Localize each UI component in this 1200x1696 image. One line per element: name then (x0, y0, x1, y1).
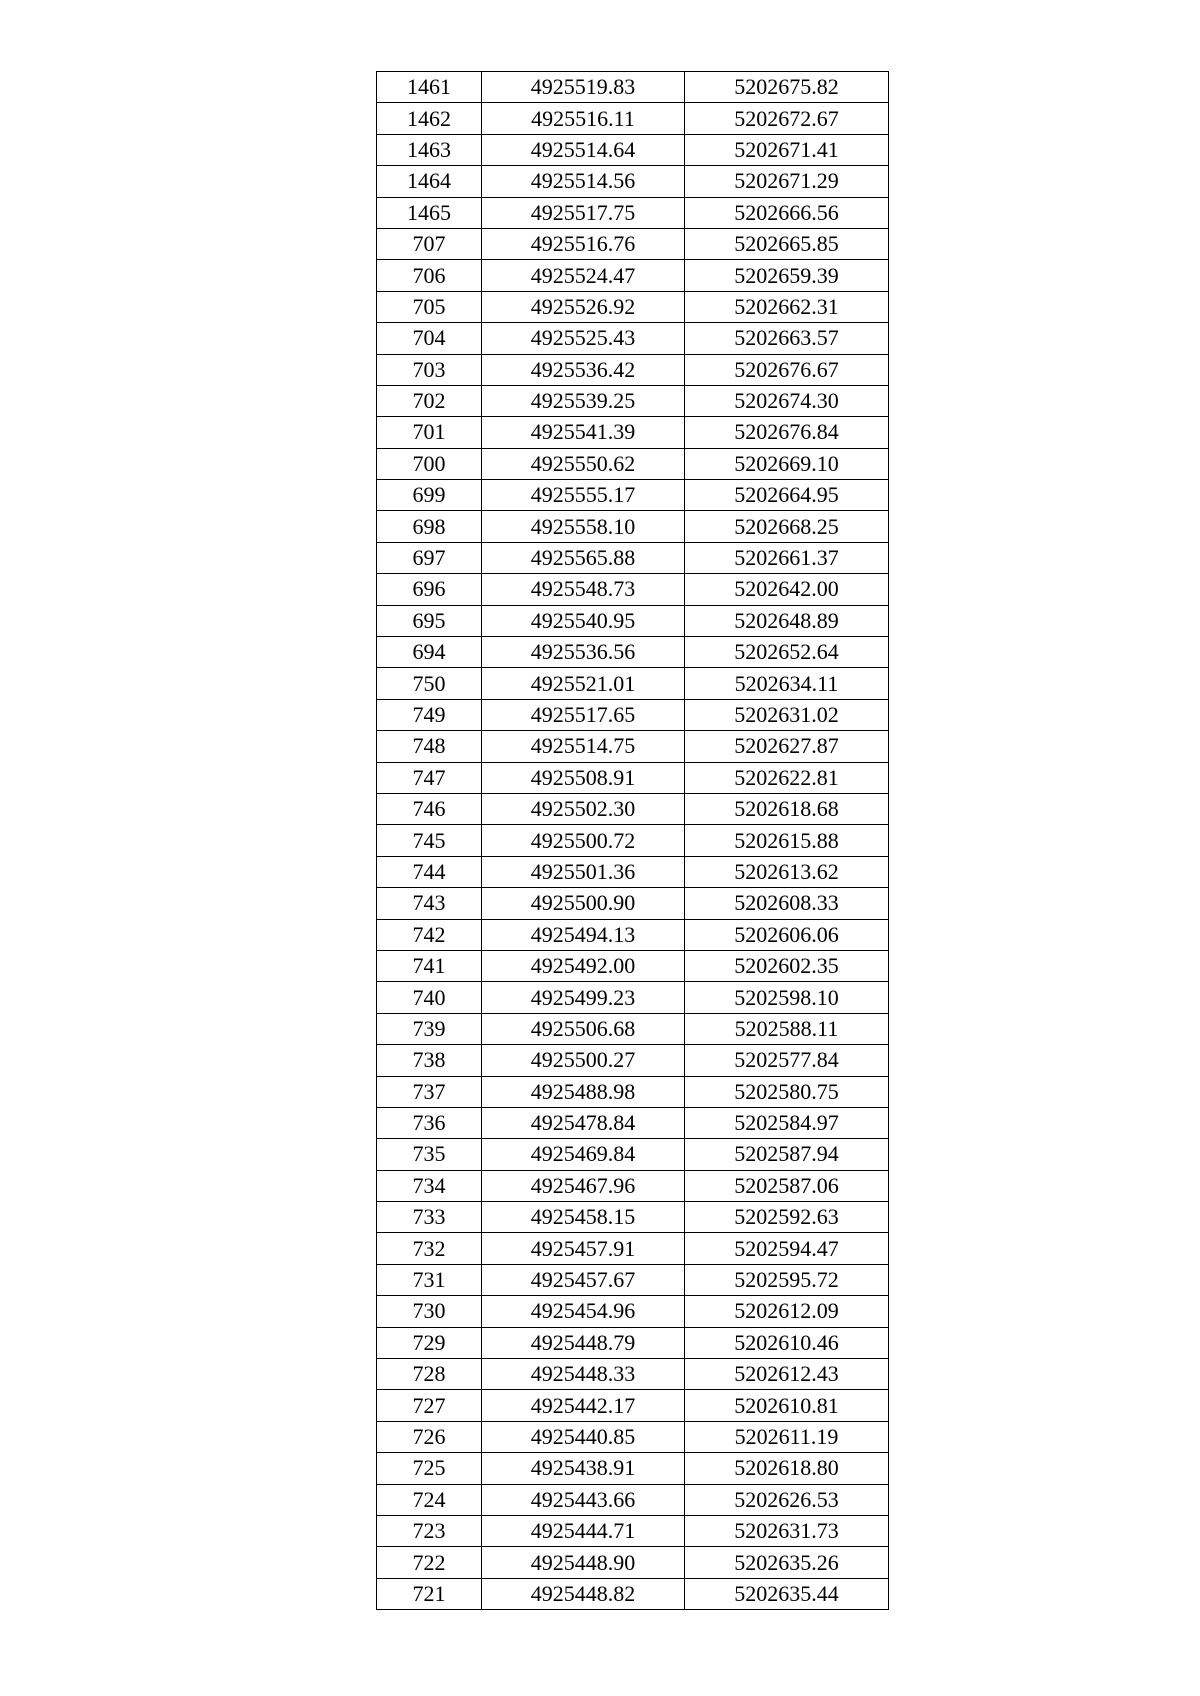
table-row (377, 1327, 889, 1358)
point-number-cell: 1464 (377, 166, 482, 197)
table-row (377, 103, 889, 134)
point-number-cell: 736 (377, 1107, 482, 1138)
y-coordinate-cell: 5202613.62 (685, 856, 889, 887)
x-coordinate-cell: 4925488.98 (482, 1076, 685, 1107)
x-coordinate-cell: 4925444.71 (482, 1515, 685, 1546)
point-number-cell: 750 (377, 668, 482, 699)
point-number-cell: 1461 (377, 72, 482, 103)
y-coordinate-cell: 5202598.10 (685, 982, 889, 1013)
y-coordinate-cell: 5202676.67 (685, 354, 889, 385)
point-number-cell: 723 (377, 1515, 482, 1546)
point-number-cell: 704 (377, 323, 482, 354)
x-coordinate-cell: 4925506.68 (482, 1013, 685, 1044)
x-coordinate-cell: 4925467.96 (482, 1170, 685, 1201)
x-coordinate-cell: 4925500.27 (482, 1045, 685, 1076)
y-coordinate-cell: 5202584.97 (685, 1107, 889, 1138)
x-coordinate-cell: 4925448.33 (482, 1359, 685, 1390)
point-number-cell: 695 (377, 605, 482, 636)
y-coordinate-cell: 5202642.00 (685, 574, 889, 605)
table-row (377, 354, 889, 385)
x-coordinate-cell: 4925519.83 (482, 72, 685, 103)
table-row (377, 1170, 889, 1201)
point-number-cell: 1462 (377, 103, 482, 134)
y-coordinate-cell: 5202634.11 (685, 668, 889, 699)
table-row (377, 699, 889, 730)
y-coordinate-cell: 5202668.25 (685, 511, 889, 542)
point-number-cell: 699 (377, 480, 482, 511)
table-row (377, 480, 889, 511)
y-coordinate-cell: 5202610.81 (685, 1390, 889, 1421)
table-row (377, 1390, 889, 1421)
x-coordinate-cell: 4925550.62 (482, 448, 685, 479)
x-coordinate-cell: 4925517.65 (482, 699, 685, 730)
table-row (377, 1453, 889, 1484)
x-coordinate-cell: 4925478.84 (482, 1107, 685, 1138)
point-number-cell: 706 (377, 260, 482, 291)
point-number-cell: 733 (377, 1202, 482, 1233)
table-row (377, 417, 889, 448)
table-row (377, 919, 889, 950)
y-coordinate-cell: 5202672.67 (685, 103, 889, 134)
point-number-cell: 745 (377, 825, 482, 856)
table-row (377, 731, 889, 762)
point-number-cell: 696 (377, 574, 482, 605)
y-coordinate-cell: 5202631.73 (685, 1515, 889, 1546)
x-coordinate-cell: 4925494.13 (482, 919, 685, 950)
y-coordinate-cell: 5202618.68 (685, 793, 889, 824)
x-coordinate-cell: 4925448.82 (482, 1578, 685, 1609)
x-coordinate-cell: 4925514.75 (482, 731, 685, 762)
y-coordinate-cell: 5202648.89 (685, 605, 889, 636)
x-coordinate-cell: 4925548.73 (482, 574, 685, 605)
table-row (377, 1484, 889, 1515)
y-coordinate-cell: 5202612.43 (685, 1359, 889, 1390)
point-number-cell: 707 (377, 228, 482, 259)
y-coordinate-cell: 5202612.09 (685, 1296, 889, 1327)
point-number-cell: 744 (377, 856, 482, 887)
y-coordinate-cell: 5202608.33 (685, 888, 889, 919)
y-coordinate-cell: 5202588.11 (685, 1013, 889, 1044)
x-coordinate-cell: 4925438.91 (482, 1453, 685, 1484)
y-coordinate-cell: 5202669.10 (685, 448, 889, 479)
x-coordinate-cell: 4925514.56 (482, 166, 685, 197)
coordinate-table-body (377, 72, 889, 1610)
table-row (377, 637, 889, 668)
table-row (377, 1264, 889, 1295)
x-coordinate-cell: 4925443.66 (482, 1484, 685, 1515)
x-coordinate-cell: 4925517.75 (482, 197, 685, 228)
x-coordinate-cell: 4925448.90 (482, 1547, 685, 1578)
point-number-cell: 749 (377, 699, 482, 730)
y-coordinate-cell: 5202587.94 (685, 1139, 889, 1170)
table-row (377, 574, 889, 605)
point-number-cell: 721 (377, 1578, 482, 1609)
y-coordinate-cell: 5202662.31 (685, 291, 889, 322)
point-number-cell: 746 (377, 793, 482, 824)
y-coordinate-cell: 5202674.30 (685, 385, 889, 416)
point-number-cell: 697 (377, 542, 482, 573)
x-coordinate-cell: 4925499.23 (482, 982, 685, 1013)
x-coordinate-cell: 4925469.84 (482, 1139, 685, 1170)
point-number-cell: 1465 (377, 197, 482, 228)
y-coordinate-cell: 5202622.81 (685, 762, 889, 793)
point-number-cell: 739 (377, 1013, 482, 1044)
y-coordinate-cell: 5202626.53 (685, 1484, 889, 1515)
x-coordinate-cell: 4925541.39 (482, 417, 685, 448)
point-number-cell: 729 (377, 1327, 482, 1358)
table-row (377, 1421, 889, 1452)
table-row (377, 762, 889, 793)
x-coordinate-cell: 4925457.91 (482, 1233, 685, 1264)
y-coordinate-cell: 5202675.82 (685, 72, 889, 103)
y-coordinate-cell: 5202671.41 (685, 134, 889, 165)
x-coordinate-cell: 4925565.88 (482, 542, 685, 573)
y-coordinate-cell: 5202659.39 (685, 260, 889, 291)
x-coordinate-cell: 4925539.25 (482, 385, 685, 416)
table-row (377, 228, 889, 259)
y-coordinate-cell: 5202665.85 (685, 228, 889, 259)
y-coordinate-cell: 5202618.80 (685, 1453, 889, 1484)
point-number-cell: 698 (377, 511, 482, 542)
point-number-cell: 737 (377, 1076, 482, 1107)
x-coordinate-cell: 4925524.47 (482, 260, 685, 291)
point-number-cell: 724 (377, 1484, 482, 1515)
table-row (377, 1202, 889, 1233)
x-coordinate-cell: 4925448.79 (482, 1327, 685, 1358)
y-coordinate-cell: 5202610.46 (685, 1327, 889, 1358)
y-coordinate-cell: 5202627.87 (685, 731, 889, 762)
table-row (377, 1045, 889, 1076)
x-coordinate-cell: 4925442.17 (482, 1390, 685, 1421)
table-row (377, 1578, 889, 1609)
x-coordinate-cell: 4925536.42 (482, 354, 685, 385)
table-row (377, 605, 889, 636)
point-number-cell: 701 (377, 417, 482, 448)
x-coordinate-cell: 4925440.85 (482, 1421, 685, 1452)
point-number-cell: 722 (377, 1547, 482, 1578)
table-row (377, 982, 889, 1013)
point-number-cell: 702 (377, 385, 482, 416)
point-number-cell: 738 (377, 1045, 482, 1076)
table-row (377, 385, 889, 416)
point-number-cell: 700 (377, 448, 482, 479)
point-number-cell: 694 (377, 637, 482, 668)
table-row (377, 166, 889, 197)
table-row (377, 1013, 889, 1044)
x-coordinate-cell: 4925516.76 (482, 228, 685, 259)
point-number-cell: 735 (377, 1139, 482, 1170)
y-coordinate-cell: 5202577.84 (685, 1045, 889, 1076)
y-coordinate-cell: 5202663.57 (685, 323, 889, 354)
table-row (377, 511, 889, 542)
x-coordinate-cell: 4925501.36 (482, 856, 685, 887)
table-row (377, 856, 889, 887)
y-coordinate-cell: 5202602.35 (685, 950, 889, 981)
table-row (377, 1547, 889, 1578)
table-row (377, 134, 889, 165)
y-coordinate-cell: 5202594.47 (685, 1233, 889, 1264)
point-number-cell: 703 (377, 354, 482, 385)
y-coordinate-cell: 5202606.06 (685, 919, 889, 950)
coordinate-table (376, 71, 889, 1610)
point-number-cell: 705 (377, 291, 482, 322)
point-number-cell: 748 (377, 731, 482, 762)
table-row (377, 793, 889, 824)
point-number-cell: 734 (377, 1170, 482, 1201)
x-coordinate-cell: 4925492.00 (482, 950, 685, 981)
x-coordinate-cell: 4925555.17 (482, 480, 685, 511)
y-coordinate-cell: 5202635.26 (685, 1547, 889, 1578)
y-coordinate-cell: 5202666.56 (685, 197, 889, 228)
x-coordinate-cell: 4925458.15 (482, 1202, 685, 1233)
point-number-cell: 1463 (377, 134, 482, 165)
y-coordinate-cell: 5202595.72 (685, 1264, 889, 1295)
table-row (377, 448, 889, 479)
y-coordinate-cell: 5202631.02 (685, 699, 889, 730)
point-number-cell: 740 (377, 982, 482, 1013)
y-coordinate-cell: 5202615.88 (685, 825, 889, 856)
table-row (377, 1076, 889, 1107)
table-row (377, 950, 889, 981)
point-number-cell: 731 (377, 1264, 482, 1295)
table-row (377, 291, 889, 322)
x-coordinate-cell: 4925454.96 (482, 1296, 685, 1327)
x-coordinate-cell: 4925516.11 (482, 103, 685, 134)
x-coordinate-cell: 4925536.56 (482, 637, 685, 668)
table-row (377, 260, 889, 291)
x-coordinate-cell: 4925540.95 (482, 605, 685, 636)
point-number-cell: 743 (377, 888, 482, 919)
point-number-cell: 742 (377, 919, 482, 950)
table-row (377, 668, 889, 699)
table-row (377, 1233, 889, 1264)
point-number-cell: 726 (377, 1421, 482, 1452)
table-row (377, 542, 889, 573)
x-coordinate-cell: 4925514.64 (482, 134, 685, 165)
y-coordinate-cell: 5202635.44 (685, 1578, 889, 1609)
table-row (377, 197, 889, 228)
table-row (377, 72, 889, 103)
table-row (377, 888, 889, 919)
point-number-cell: 732 (377, 1233, 482, 1264)
point-number-cell: 728 (377, 1359, 482, 1390)
y-coordinate-cell: 5202676.84 (685, 417, 889, 448)
y-coordinate-cell: 5202664.95 (685, 480, 889, 511)
y-coordinate-cell: 5202580.75 (685, 1076, 889, 1107)
table-row (377, 1296, 889, 1327)
table-row (377, 1359, 889, 1390)
table-row (377, 1139, 889, 1170)
y-coordinate-cell: 5202587.06 (685, 1170, 889, 1201)
point-number-cell: 741 (377, 950, 482, 981)
table-row (377, 825, 889, 856)
point-number-cell: 730 (377, 1296, 482, 1327)
x-coordinate-cell: 4925500.72 (482, 825, 685, 856)
point-number-cell: 747 (377, 762, 482, 793)
x-coordinate-cell: 4925457.67 (482, 1264, 685, 1295)
point-number-cell: 725 (377, 1453, 482, 1484)
x-coordinate-cell: 4925500.90 (482, 888, 685, 919)
y-coordinate-cell: 5202661.37 (685, 542, 889, 573)
table-row (377, 1515, 889, 1546)
table-row (377, 1107, 889, 1138)
y-coordinate-cell: 5202611.19 (685, 1421, 889, 1452)
x-coordinate-cell: 4925508.91 (482, 762, 685, 793)
x-coordinate-cell: 4925502.30 (482, 793, 685, 824)
y-coordinate-cell: 5202592.63 (685, 1202, 889, 1233)
x-coordinate-cell: 4925558.10 (482, 511, 685, 542)
table-row (377, 323, 889, 354)
x-coordinate-cell: 4925521.01 (482, 668, 685, 699)
y-coordinate-cell: 5202652.64 (685, 637, 889, 668)
x-coordinate-cell: 4925526.92 (482, 291, 685, 322)
x-coordinate-cell: 4925525.43 (482, 323, 685, 354)
point-number-cell: 727 (377, 1390, 482, 1421)
y-coordinate-cell: 5202671.29 (685, 166, 889, 197)
